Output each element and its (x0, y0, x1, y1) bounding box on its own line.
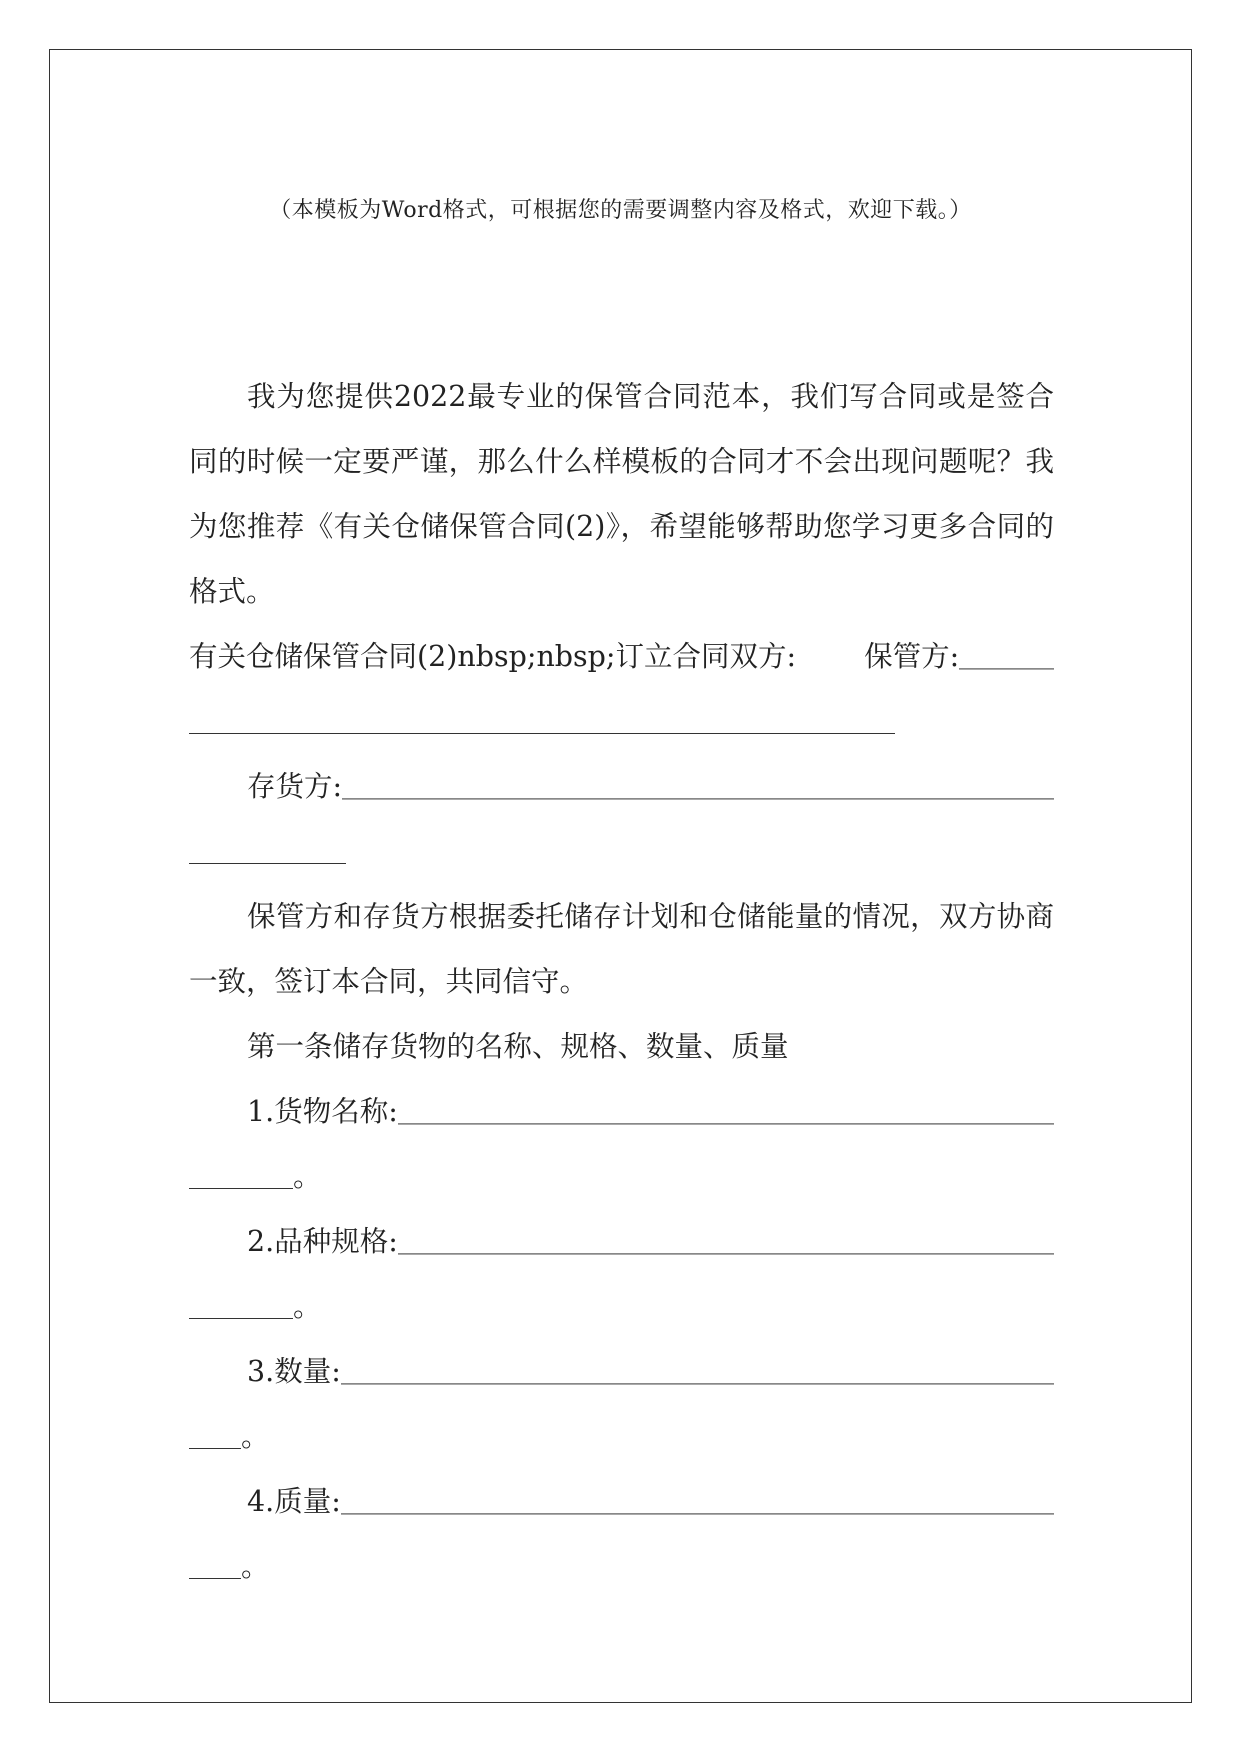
item-quality (189, 1469, 1054, 1534)
parties-label: 有关仓储保管合同(2)nbsp;nbsp;订立合同双方: (189, 640, 797, 673)
item-label: 4.质量: (247, 1485, 341, 1518)
item-fill-continued: 。 (189, 1404, 1054, 1469)
item-quantity (189, 1339, 1054, 1404)
item-fill-line (341, 1355, 1054, 1385)
item-spec (189, 1209, 1054, 1274)
keeper-fill-line (959, 640, 1054, 670)
depositor-fill-line (342, 770, 1054, 800)
item-label: 1.货物名称: (247, 1095, 398, 1128)
item-label: 3.数量: (247, 1355, 341, 1388)
article1-title: 第一条储存货物的名称、规格、数量、质量 (247, 1030, 789, 1063)
depositor-fill-continued (189, 819, 1054, 884)
template-note: （本模板为Word格式，可根据您的需要调整内容及格式，欢迎下载。） (269, 198, 972, 223)
item-fill-line (398, 1095, 1054, 1125)
parties-line (189, 624, 1054, 689)
item-fill-continued: 。 (189, 1274, 1054, 1339)
item-fill-line (398, 1225, 1054, 1255)
depositor-line (189, 754, 1054, 819)
intro-paragraph: 我为您提供2022最专业的保管合同范本，我们写合同或是签合同的时候一定要严谨，那么什么样模板的合同才不会出现问题呢？我为您推荐《有关仓储保管合同(2)》，希望能够帮助您学习更多合同的格式。 (189, 380, 1054, 608)
item-fill-continued: 。 (189, 1144, 1054, 1209)
item-label: 2.品种规格: (247, 1225, 398, 1258)
keeper-label: 保管方: (864, 640, 960, 673)
item-fill-continued: 。 (189, 1534, 1054, 1599)
keeper-fill-continued (189, 689, 1054, 754)
document-body (189, 364, 1054, 1599)
agreement-paragraph: 保管方和存货方根据委托储存计划和仓储能量的情况，双方协商一致，签订本合同，共同信守。 (189, 900, 1054, 998)
item-fill-line (341, 1485, 1054, 1515)
item-goods-name (189, 1079, 1054, 1144)
depositor-label: 存货方: (247, 770, 343, 803)
